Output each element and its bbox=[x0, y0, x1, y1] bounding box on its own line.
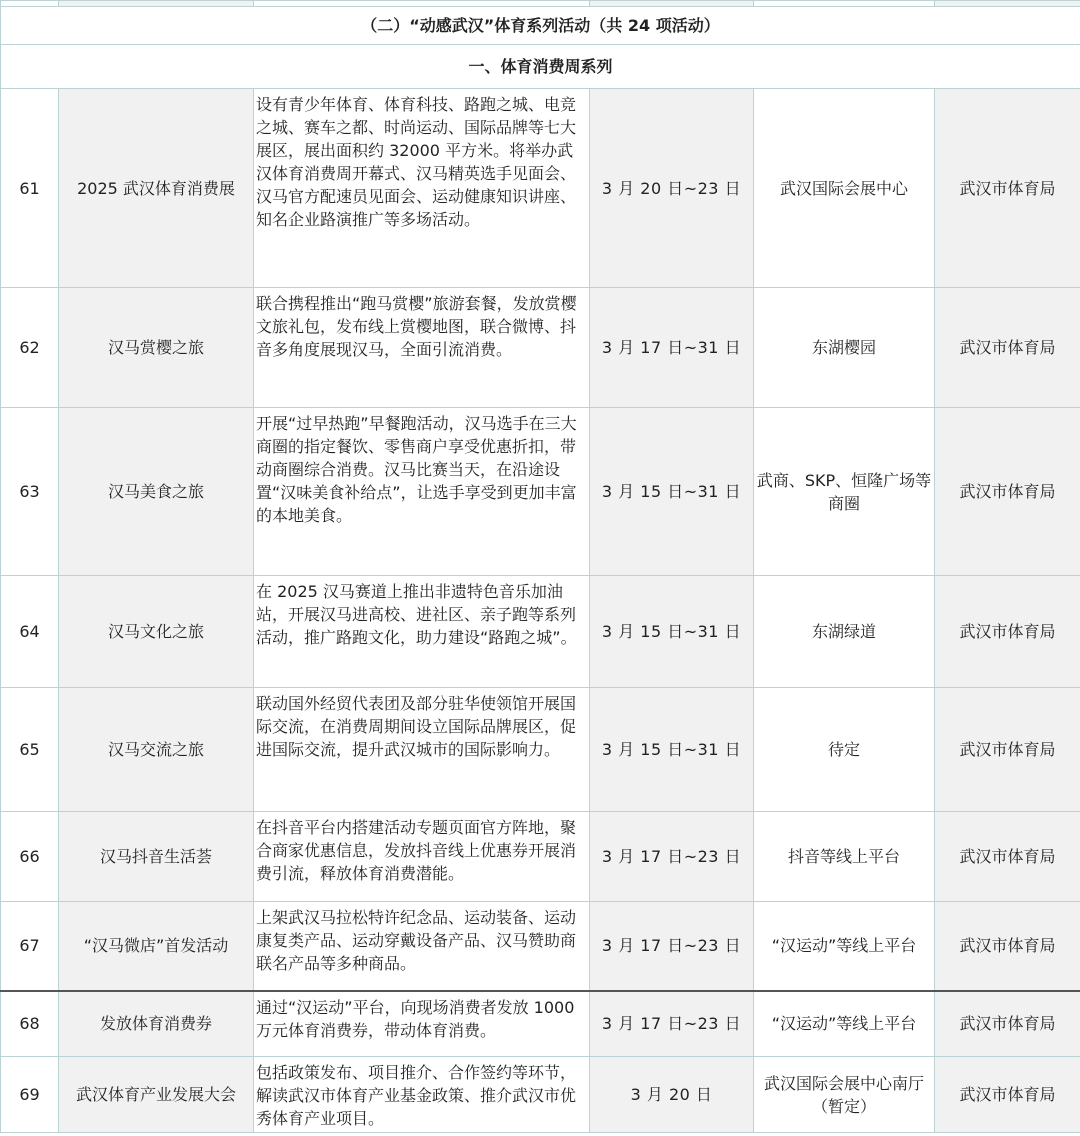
activity-description: 在抖音平台内搭建活动专题页面官方阵地，聚合商家优惠信息，发放抖音线上优惠券开展消费引流，释放体育消费潜能。 bbox=[254, 812, 590, 902]
activity-place: 待定 bbox=[754, 688, 935, 812]
table-row bbox=[1, 89, 1080, 288]
activity-time: 3 月 20 日 bbox=[590, 1057, 754, 1133]
activity-description: 联动国外经贸代表团及部分驻华使领馆开展国际交流，在消费周期间设立国际品牌展区，促进国际交流，提升武汉城市的国际影响力。 bbox=[254, 688, 590, 812]
row-number: 61 bbox=[1, 89, 59, 288]
section-title: （二）“动感武汉”体育系列活动（共 24 项活动） bbox=[1, 7, 1080, 45]
activity-place: 武汉国际会展中心南厅（暂定） bbox=[754, 1057, 935, 1133]
table-row bbox=[1, 812, 1080, 902]
row-number: 62 bbox=[1, 288, 59, 408]
activity-time: 3 月 15 日~31 日 bbox=[590, 576, 754, 688]
organizer: 武汉市体育局 bbox=[935, 688, 1080, 812]
activity-name: 武汉体育产业发展大会 bbox=[59, 1057, 254, 1133]
table-row bbox=[1, 288, 1080, 408]
activity-time: 3 月 20 日~23 日 bbox=[590, 89, 754, 288]
subsection-header-row bbox=[1, 45, 1080, 89]
row-number: 64 bbox=[1, 576, 59, 688]
activity-name: 汉马文化之旅 bbox=[59, 576, 254, 688]
activity-time: 3 月 17 日~23 日 bbox=[590, 902, 754, 991]
activity-time: 3 月 17 日~23 日 bbox=[590, 812, 754, 902]
activity-description: 设有青少年体育、体育科技、路跑之城、电竞之城、赛车之都、时尚运动、国际品牌等七大展区，展出面积约 32000 平方米。将举办武汉体育消费周开幕式、汉马精英选手见面会、汉马官方配速员见面会、运动健康知识讲座、知名企业路演推广等多场活动。 bbox=[254, 89, 590, 288]
activity-time: 3 月 15 日~31 日 bbox=[590, 408, 754, 576]
table-row bbox=[1, 408, 1080, 576]
activity-place: “汉运动”等线上平台 bbox=[754, 991, 935, 1057]
organizer: 武汉市体育局 bbox=[935, 991, 1080, 1057]
organizer: 武汉市体育局 bbox=[935, 902, 1080, 991]
row-number: 63 bbox=[1, 408, 59, 576]
activity-name: “汉马微店”首发活动 bbox=[59, 902, 254, 991]
subsection-title: 一、体育消费周系列 bbox=[1, 45, 1080, 89]
table-row bbox=[1, 1057, 1080, 1133]
table-row bbox=[1, 688, 1080, 812]
table-row bbox=[1, 576, 1080, 688]
activity-name: 汉马抖音生活荟 bbox=[59, 812, 254, 902]
activity-place: 武商、SKP、恒隆广场等商圈 bbox=[754, 408, 935, 576]
organizer: 武汉市体育局 bbox=[935, 89, 1080, 288]
activity-description: 通过“汉运动”平台，向现场消费者发放 1000 万元体育消费券，带动体育消费。 bbox=[254, 991, 590, 1057]
row-number: 68 bbox=[1, 991, 59, 1057]
activity-name: 汉马赏樱之旅 bbox=[59, 288, 254, 408]
table-row bbox=[1, 902, 1080, 991]
activity-description: 在 2025 汉马赛道上推出非遗特色音乐加油站，开展汉马进高校、进社区、亲子跑等系列活动，推广路跑文化，助力建设“路跑之城”。 bbox=[254, 576, 590, 688]
organizer: 武汉市体育局 bbox=[935, 408, 1080, 576]
organizer: 武汉市体育局 bbox=[935, 576, 1080, 688]
row-number: 67 bbox=[1, 902, 59, 991]
activity-name: 汉马交流之旅 bbox=[59, 688, 254, 812]
activity-description: 包括政策发布、项目推介、合作签约等环节，解读武汉市体育产业基金政策、推介武汉市优秀体育产业项目。 bbox=[254, 1057, 590, 1133]
activity-place: 抖音等线上平台 bbox=[754, 812, 935, 902]
activity-time: 3 月 17 日~23 日 bbox=[590, 991, 754, 1057]
row-number: 69 bbox=[1, 1057, 59, 1133]
activity-description: 上架武汉马拉松特许纪念品、运动装备、运动康复类产品、运动穿戴设备产品、汉马赞助商联名产品等多种商品。 bbox=[254, 902, 590, 991]
row-number: 66 bbox=[1, 812, 59, 902]
table-row bbox=[1, 991, 1080, 1057]
activity-time: 3 月 15 日~31 日 bbox=[590, 688, 754, 812]
organizer: 武汉市体育局 bbox=[935, 812, 1080, 902]
activity-description: 开展“过早热跑”早餐跑活动，汉马选手在三大商圈的指定餐饮、零售商户享受优惠折扣，带动商圈综合消费。汉马比赛当天，在沿途设置“汉味美食补给点”，让选手享受到更加丰富的本地美食。 bbox=[254, 408, 590, 576]
activity-description: 联合携程推出“跑马赏樱”旅游套餐，发放赏樱文旅礼包，发布线上赏樱地图，联合微博、抖音多角度展现汉马，全面引流消费。 bbox=[254, 288, 590, 408]
activity-place: 武汉国际会展中心 bbox=[754, 89, 935, 288]
activity-name: 发放体育消费券 bbox=[59, 991, 254, 1057]
organizer: 武汉市体育局 bbox=[935, 1057, 1080, 1133]
activity-name: 2025 武汉体育消费展 bbox=[59, 89, 254, 288]
activity-name: 汉马美食之旅 bbox=[59, 408, 254, 576]
activity-time: 3 月 17 日~31 日 bbox=[590, 288, 754, 408]
activity-place: 东湖樱园 bbox=[754, 288, 935, 408]
activity-place: “汉运动”等线上平台 bbox=[754, 902, 935, 991]
activity-place: 东湖绿道 bbox=[754, 576, 935, 688]
section-header-row bbox=[1, 7, 1080, 45]
row-number: 65 bbox=[1, 688, 59, 812]
organizer: 武汉市体育局 bbox=[935, 288, 1080, 408]
